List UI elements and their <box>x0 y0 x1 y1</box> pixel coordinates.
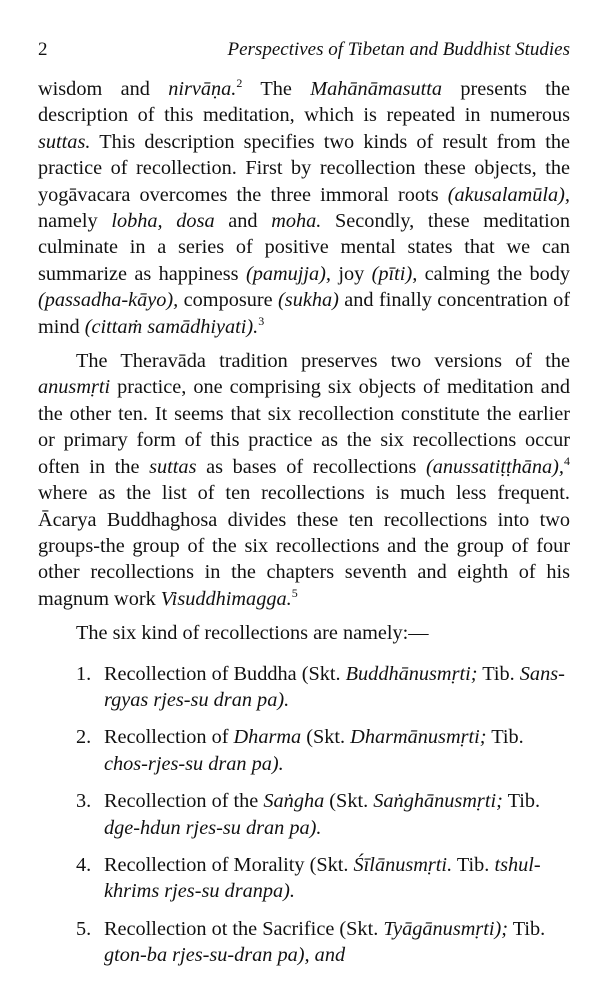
text-run: Secondly, these meditation culminate in a series of positive mental states that we can summarize as happiness <box>38 210 570 285</box>
text-run: composure <box>178 289 279 312</box>
text-run: Recollection of Buddha (Skt. <box>104 662 346 685</box>
italic-run: (akusalamūla), <box>447 183 570 206</box>
paragraph-3: The six kind of recollections are namely:— <box>76 622 429 645</box>
text-run: (Skt. <box>324 790 374 813</box>
text-run: The <box>242 78 311 100</box>
text-run: Tib. <box>452 853 495 876</box>
italic-run: Saṅgha <box>263 790 325 813</box>
text-run: Tib. <box>486 726 524 749</box>
text-run: Recollection ot the Sacrifice (Skt. <box>104 917 384 940</box>
italic-run: Visuddhimagga. <box>160 587 292 610</box>
text-run: This description specifies two kinds of result from the practice of recollection. First by recollection these objects, the yogāvacara overcomes the three immoral roots <box>38 130 570 206</box>
paragraph-1 <box>38 76 570 340</box>
text-run: and finally concentration of mind <box>38 289 570 338</box>
list-number: 4. <box>76 853 92 876</box>
italic-run: Mahānāmasutta <box>310 78 443 100</box>
list-number: 1. <box>76 662 92 685</box>
italic-run: moha. <box>271 210 322 233</box>
italic-run: chos-rjes-su dran pa). <box>104 752 284 775</box>
text-run: Tib. <box>502 790 541 813</box>
italic-run: Dharmānusmṛti; <box>350 726 487 749</box>
italic-run: (pīti), <box>371 262 418 285</box>
text-run: practice, one comprising six objects of meditation and the other ten. It seems that six recollection constitute the earlier or primary form of this practice as the six recollections occur often in the <box>38 376 570 478</box>
italic-run: suttas. <box>38 130 91 153</box>
list-item <box>38 852 570 905</box>
italic-run: anusmṛti <box>38 376 111 399</box>
text-run: Tib. <box>508 917 546 940</box>
italic-run: gton-ba rjes-su-dran pa), and <box>104 944 346 967</box>
recollections-list <box>38 661 570 969</box>
italic-run: (cittaṁ samādhiyati). <box>84 315 259 338</box>
list-number: 5. <box>76 917 92 940</box>
footnote-marker: 2 <box>236 76 243 91</box>
italic-run: Dharma <box>233 726 302 749</box>
italic-run: dge-hdun rjes-su dran pa). <box>104 816 322 839</box>
footnote-marker: 4 <box>564 453 570 468</box>
italic-run: Buddhānusmṛti; <box>345 662 478 685</box>
text-run: and <box>214 210 272 233</box>
text-run: (Skt. <box>301 726 351 749</box>
italic-run: nirvāṇa. <box>168 78 237 100</box>
italic-run: lobha, dosa <box>111 210 215 233</box>
text-run: where as the list of ten recollections is much less frequent. Ācarya Buddhaghosa divides these ten recollections into two groups-the group of the six recollections and the group of four other recollections in the chapters seventh and eighth of his magnum work <box>38 482 570 610</box>
running-head: Perspectives of Tibetan and Buddhist Studies <box>227 39 570 60</box>
list-item <box>38 916 570 969</box>
italic-run: (passadha-kāyo), <box>38 289 179 312</box>
italic-run: (anussatiṭṭhāna), <box>425 455 564 478</box>
italic-run: (sukha) <box>278 289 339 312</box>
text-run: Recollection of <box>104 726 234 749</box>
list-item <box>38 788 570 841</box>
footnote-marker: 3 <box>258 313 265 328</box>
text-run: calming the body <box>417 262 571 285</box>
italic-run: Sans-rgyas rjes-su dran pa). <box>104 662 565 711</box>
text-run: as bases of recollections <box>196 455 426 478</box>
italic-run: Saṅghānusmṛti; <box>373 790 503 813</box>
body-text <box>38 76 570 980</box>
text-run: Recollection of Morality (Skt. <box>104 853 354 876</box>
page-number: 2 <box>38 39 48 60</box>
italic-run: suttas <box>149 455 197 478</box>
text-run: Tib. <box>477 662 520 685</box>
italic-run: Śīlānusmṛti. <box>353 853 453 876</box>
italic-run: Tyāgānusmṛti); <box>383 917 509 940</box>
list-item <box>38 724 570 777</box>
list-number: 3. <box>76 790 92 813</box>
text-run: wisdom and <box>38 78 169 100</box>
text-run: joy <box>331 262 372 285</box>
text-run: namely <box>38 210 112 233</box>
list-item <box>38 661 570 714</box>
text-run: The Theravāda tradition preserves two versions of the <box>76 350 570 373</box>
text-run: Recollection of the <box>104 790 264 813</box>
italic-run: tshul-khrims rjes-su dranpa). <box>104 853 541 903</box>
italic-run: (pamujja), <box>245 262 331 285</box>
list-number: 2. <box>76 726 92 749</box>
footnote-marker: 5 <box>291 585 298 600</box>
paragraph-2 <box>38 348 570 612</box>
text-run: presents the description of this meditation, which is repeated in numerous <box>38 78 570 127</box>
page-header <box>38 36 570 64</box>
